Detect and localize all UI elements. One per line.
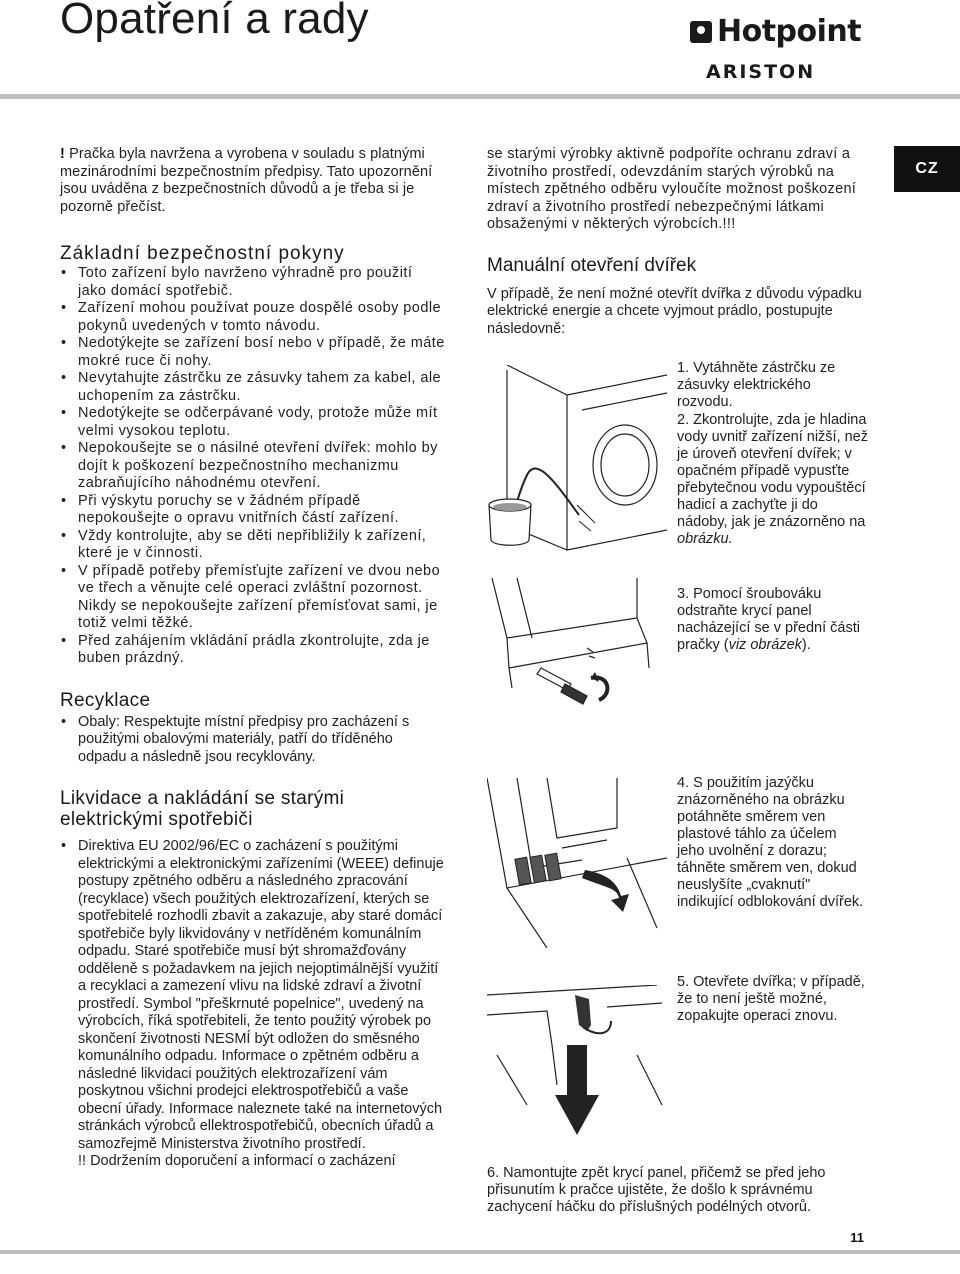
header-rule [0, 94, 960, 99]
footer-rule [0, 1250, 960, 1254]
safety-item: • Při výskytu poruchy se v žádném případě nepokoušejte o opravu vnitřních částí zařízení. [60, 493, 445, 528]
safety-heading: Základní bezpečnostní pokyny [60, 243, 345, 264]
right-column [487, 146, 867, 338]
safety-item: • V případě potřeby přemísťujte zařízení ve dvou nebo ve třech a věnujte celé operaci zvláštní pozornost. Nikdy se nepokoušejte zařízení přemísťovat sami, je totiž velmi těžké. [60, 563, 445, 633]
manual-intro: V případě, že není možné otevřít dvířka z důvodu výpadku elektrické energie a chcete vyjmout prádlo, postupujte následovně: [487, 285, 862, 337]
disposal-closing: !! Dodržením doporučení a informací o zacházení [78, 1153, 396, 1169]
manual-heading: Manuální otevření dvířek [487, 254, 697, 276]
safety-item: • Nepokoušejte se o násilné otevření dvířek: mohlo by dojít k poškození bezpečnostního mechanizmu zabraňujícího náhodnému otevření. [60, 440, 445, 493]
figure-pull-tab [487, 778, 667, 948]
disposal-list [60, 838, 445, 1153]
step-2-ref: obrázku. [677, 531, 733, 547]
intro-paragraph [60, 146, 445, 216]
brand-sub: ARISTON [706, 61, 816, 83]
safety-item: • Nevytahujte zástrčku ze zásuvky tahem za kabel, ale uchopením za zástrčku. [60, 370, 445, 405]
recycling-heading: Recyklace [60, 689, 151, 711]
safety-item: • Před zahájením vkládání prádla zkontrolujte, zda je buben prázdný. [60, 633, 445, 668]
intro-text: Pračka byla navržena a vyrobena v souladu s platnými mezinárodními bezpečnostním předpisy. Tato upozornění jsou uváděna z bezpečnostních důvodů a je třeba si je pozorně přečíst. [60, 146, 433, 215]
figure-open-door [487, 985, 667, 1145]
recycling-item: • Obaly: Respektujte místní předpisy pro zacházení s použitými obalovými materiály, patří do tříděného odpadu a následně jsou recyklovány. [60, 714, 445, 767]
step-1: 1. Vytáhněte zástrčku ze zásuvky elektrického rozvodu. [677, 360, 836, 410]
safety-item: • Toto zařízení bylo navrženo výhradně pro použití jako domácí spotřebič. [60, 265, 445, 300]
disposal-heading: Likvidace a nakládání se starými elektrickými spotřebiči [60, 788, 345, 830]
safety-item: • Vždy kontrolujte, aby se děti nepřibližily k zařízení, které je v činnosti. [60, 528, 445, 563]
disposal-item: • Direktiva EU 2002/96/EC o zacházení s použitými elektrickými a elektronickými zařízeními (WEEE) definuje postupy zpětného odběru a následného zpracování (recyklace) všech použitých elektrozařízení, kterých se spotřebitelé rozhodli zbavit a zakazuje, aby staré domácí spotřebiče byly likvidovány v netříděném komunálním odpadu. Staré spotřebiče musí být shromažďovány odděleně s požadavkem na jejich nejoptimálnější využití a recyklaci a zamezení vlivu na lidské zdraví a životní prostředí. Symbol "přeškrnuté popelnice", uvedený na výrobcích, říká spotřebiteli, že tento použitý výrobek po skončení životnosti NESMÍ být odložen do směsného komunálního odpadu. Informace o zpětném odběru a následné likvidaci použitých elektrozařízení vám poskytnou všichni prodejci elektrospotřebičů a vaše obecní úřady. Informace naleznete také na internetových stránkách výrobců ellektrospotřebičů, obecních úřadů a samozřejmě Ministerstva životního prostředí. [60, 838, 445, 1153]
safety-item: • Zařízení mohou používat pouze dospělé osoby podle pokynů uvedených v tomto návodu. [60, 300, 445, 335]
left-column [60, 146, 445, 1171]
hotpoint-ariston-logo [690, 14, 870, 86]
step-4: 4. S použitím jazýčku znázorněného na obrázku potáhněte směrem ven plastové táhlo za účelem jeho uvolnění z dorazu; táhněte směrem ven, dokud neuslyšíte „cvaknutí" indikující odblokování dvířek. [677, 775, 864, 910]
step-6: 6. Namontujte zpět krycí panel, přičemž se před jeho přisunutím k pračce ujistěte, že došlo k správnému zachycení háčku do příslušných podélných otvorů. [487, 1165, 826, 1215]
figure-remove-panel [487, 578, 667, 748]
safety-item: • Nedotýkejte se odčerpávané vody, protože může mít velmi vysokou teplotu. [60, 405, 445, 440]
page-number: 11 [850, 1230, 864, 1245]
safety-list [60, 265, 445, 668]
step-5: 5. Otevřete dvířka; v případě, že to není ještě možné, zopakujte operaci znovu. [677, 974, 865, 1024]
page-title: Opatření a rady [60, 0, 369, 43]
figure-drain-water [487, 365, 667, 565]
brand-name: Hotpoint [690, 14, 861, 49]
step-3-ref: viz obrázek [728, 637, 802, 653]
step-2: 2. Zkontrolujte, zda je hladina vody uvnitř zařízení nižší, než je úroveň otevření dvířek; v opačném případě vypusťte přebytečnou vodu vypouštěcí hadicí a zachyťte ji do nádoby, jak je znázorněno na obrázku. [677, 412, 868, 547]
brand-square-icon [690, 21, 712, 43]
safety-item: • Nedotýkejte se zařízení bosí nebo v případě, že máte mokré ruce či nohy. [60, 335, 445, 370]
recycling-list [60, 714, 445, 767]
step-3: 3. Pomocí šroubováku odstraňte krycí panel nacházející se v přední části pračky (viz obrázek). [677, 586, 860, 653]
right-intro: se starými výrobky aktivně podpoříte ochranu zdraví a životního prostředí, odevzdáním starých výrobků na místech zpětného odběru vyloučíte možnost poškození zdraví a životního prostředí nebezpečnými látkami obsaženými v některých výrobcích.!!! [487, 146, 857, 232]
language-tab: CZ [894, 146, 960, 192]
intro-bang: ! [60, 146, 65, 162]
